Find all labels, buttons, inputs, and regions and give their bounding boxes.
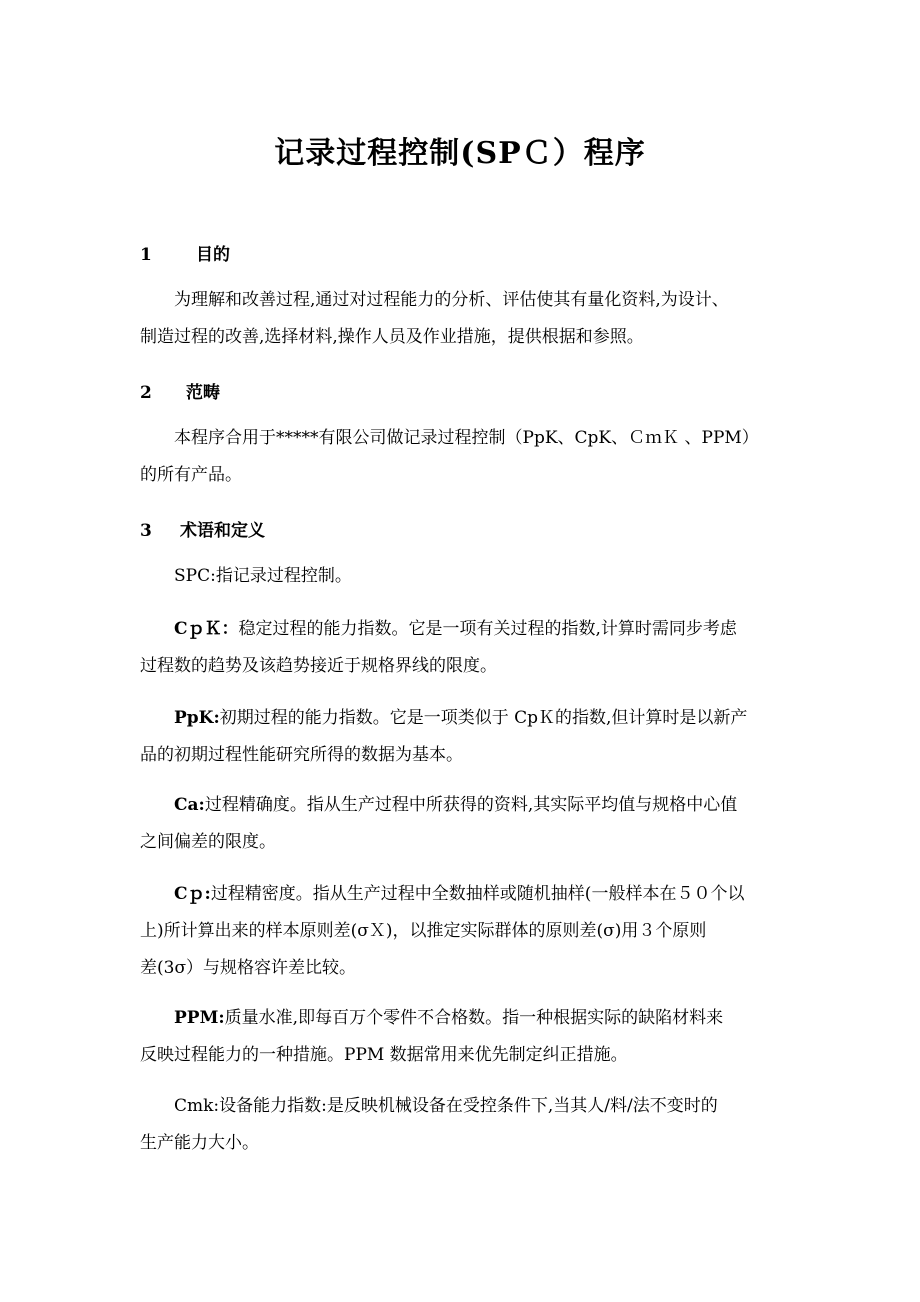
definition-cp [140, 876, 790, 987]
definition-text: 过程精确度。指从生产过程中所获得的资料,其实际平均值与规格中心值 [204, 795, 738, 815]
body-line: 的所有产品。 [140, 465, 242, 485]
definition-text: 设备能力指数:是反映机械设备在受控条件下,当其人/料/法不变时的 [219, 1096, 718, 1116]
definition-cpk [140, 611, 790, 685]
definition-text: 指记录过程控制。 [215, 566, 352, 586]
definition-cmk [140, 1088, 790, 1162]
definition-text: 过程精密度。指从生产过程中全数抽样或随机抽样(一般样本在５０个以 [210, 884, 745, 904]
section-number: 2 [140, 383, 152, 403]
definition-ca [140, 787, 790, 861]
definition-term: CｐＫ： [174, 619, 239, 639]
definition-term: PpK: [174, 708, 220, 728]
section-title: 目的 [196, 245, 230, 265]
body-line: 制造过程的改善,选择材料,操作人员及作业措施，提供根据和参照。 [140, 327, 644, 347]
section-title: 术语和定义 [180, 521, 265, 541]
body-line: 为理解和改善过程,通过对过程能力的分析、评估使其有量化资料,为设计、 [174, 290, 729, 310]
section-2-body [140, 420, 790, 494]
definition-text: 反映过程能力的一种措施。PPM 数据常用来优先制定纠正措施。 [140, 1045, 628, 1065]
definition-text: 差(3σ）与规格容许差比较。 [140, 958, 357, 978]
section-number: 1 [140, 245, 152, 265]
body-line: 本程序合用于*****有限公司做记录过程控制（PpK、CpK、ＣｍＫ 、PPM） [174, 428, 759, 448]
definition-text: 初期过程的能力指数。它是一项类似于 CpＫ的指数,但计算时是以新产 [219, 708, 748, 728]
document-title: 记录过程控制(SPＣ）程序 [274, 136, 646, 171]
section-number: 3 [140, 521, 152, 541]
definition-ppm [140, 1000, 790, 1074]
section-3-heading [140, 516, 265, 541]
definition-term: Cｐ: [174, 884, 211, 904]
definition-term: Cmk: [174, 1096, 220, 1116]
section-title: 范畴 [186, 383, 220, 403]
definition-term: Ca: [174, 795, 205, 815]
definition-term: SPC: [174, 566, 216, 586]
definition-spc [140, 558, 790, 595]
definition-text: 过程数的趋势及该趋势接近于规格界线的限度。 [140, 656, 497, 676]
definition-text: 稳定过程的能力指数。它是一项有关过程的指数,计算时需同步考虑 [238, 619, 737, 639]
definition-text: 品的初期过程性能研究所得的数据为基本。 [140, 745, 463, 765]
definition-term: PPM: [174, 1008, 225, 1028]
definition-text: 上)所计算出来的样本原则差(σＸ)，以推定实际群体的原则差(σ)用３个原则 [140, 921, 707, 941]
definition-text: 之间偏差的限度。 [140, 832, 276, 852]
definition-text: 质量水准,即每百万个零件不合格数。指一种根据实际的缺陷材料来 [224, 1008, 724, 1028]
section-1-body [140, 282, 790, 356]
definition-text: 生产能力大小。 [140, 1133, 259, 1153]
section-2-heading [140, 378, 220, 403]
section-1-heading [140, 240, 230, 265]
definition-ppk [140, 700, 790, 774]
